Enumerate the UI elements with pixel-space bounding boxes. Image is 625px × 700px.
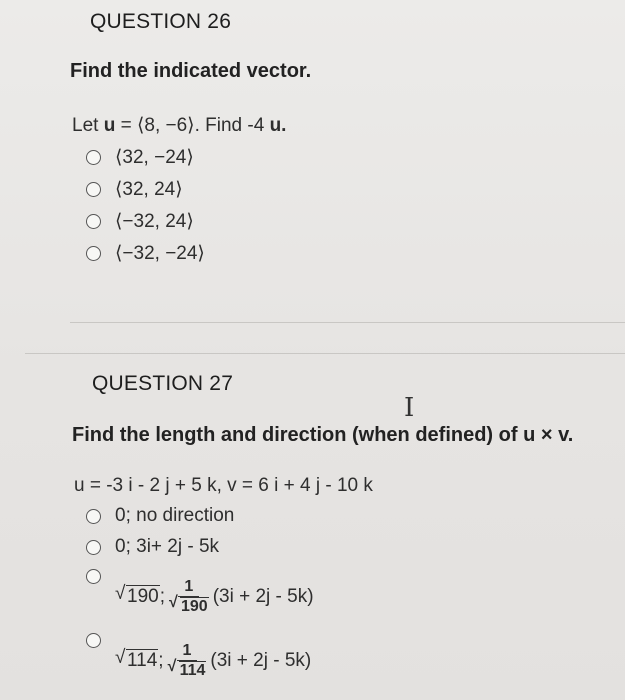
q27-option-b[interactable]	[86, 536, 219, 558]
radio-button[interactable]	[86, 150, 101, 165]
divider	[70, 322, 625, 323]
option-label: 0; no direction	[115, 505, 235, 526]
fraction: 1 √ 114	[167, 642, 206, 679]
stem-u: u	[103, 115, 116, 136]
radio-button[interactable]	[86, 509, 101, 524]
option-label: ⟨−32, −24⟩	[115, 243, 205, 264]
radio-button[interactable]	[86, 633, 101, 648]
q26-option-c[interactable]	[86, 210, 194, 233]
stem-let: Let	[72, 115, 99, 136]
sqrt-symbol: √ 190	[115, 582, 159, 607]
question-27-stem: u = -3 i - 2 j + 5 k, v = 6 i + 4 j - 10 k	[74, 475, 373, 496]
q27-option-c[interactable]	[86, 566, 314, 616]
q26-option-d[interactable]	[86, 242, 205, 265]
stem-u2: u.	[269, 115, 287, 136]
fraction: 1 √ 190	[168, 578, 208, 615]
option-label: 0; 3i+ 2j - 5k	[115, 536, 220, 557]
question-26-instruction: Find the indicated vector.	[70, 60, 312, 82]
option-label: √ 190 ; 1 √ 190 (3i + 2j - 5k)	[115, 578, 314, 615]
sqrt-symbol: √ 114	[115, 646, 158, 671]
radio-button[interactable]	[86, 214, 101, 229]
text-cursor-icon: I	[404, 393, 415, 423]
option-label: ⟨32, −24⟩	[115, 147, 194, 168]
radio-button[interactable]	[86, 569, 101, 584]
radio-button[interactable]	[86, 182, 101, 197]
q26-option-b[interactable]	[86, 178, 183, 201]
q27-option-d[interactable]	[86, 630, 311, 680]
option-label: ⟨−32, 24⟩	[115, 211, 194, 232]
q26-option-a[interactable]	[86, 146, 194, 169]
question-27-title: QUESTION 27	[92, 372, 234, 395]
option-label: √ 114 ; 1 √ 114 (3i + 2j - 5k)	[115, 642, 312, 679]
q27-option-a[interactable]	[86, 505, 234, 527]
radio-button[interactable]	[86, 540, 101, 555]
option-label: ⟨32, 24⟩	[115, 179, 183, 200]
question-26-stem	[72, 114, 286, 137]
question-27-instruction: Find the length and direction (when defined) of u × v.	[72, 424, 574, 446]
question-26-title: QUESTION 26	[90, 10, 232, 33]
divider	[25, 353, 625, 354]
radio-button[interactable]	[86, 246, 101, 261]
stem-eq: = ⟨8, −6⟩. Find -4	[115, 115, 265, 136]
